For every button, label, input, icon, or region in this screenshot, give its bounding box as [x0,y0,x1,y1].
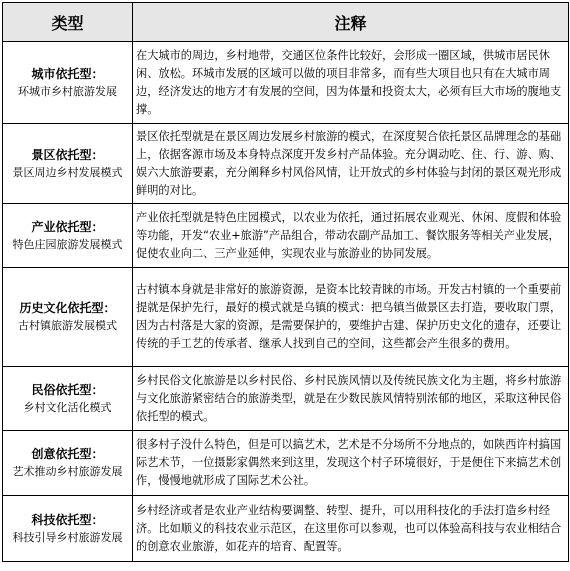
type-subtitle: 景区周边乡村发展模式 [12,165,123,179]
type-cell [3,367,133,431]
table-row [3,496,569,562]
header-type: 类型 [3,3,133,42]
type-title: 城市依托型： [31,66,104,81]
note-cell: 乡村经济或者是农业产业结构要调整、转型、提升，可以用科技化的手法打造乡村经济。比如顺义的科技农业示范区，在这里你可以参观，也可以体验高科技与农业相结合的创意农业旅游，如花卉的培育、配置等。 [133,496,569,562]
type-title: 民俗依托型： [31,382,104,397]
table-row [3,124,569,204]
note-cell: 很多村子没什么特色，但是可以搞艺术，艺术是不分场所不分地点的，如陕西许村搞国际艺术节，一位摄影家偶然来到这里，发现这个村子环境很好，于是便住下来搞艺术创作，慢慢地就形成了国际艺术公社。 [133,431,569,496]
note-cell: 乡村民俗文化旅游是以乡村民俗、乡村民族风情以及传统民族文化为主题，将乡村旅游与文化旅游紧密结合的旅游类型，就是在少数民族风情特别浓郁的地区，采取这种民俗依托型的模式。 [133,367,569,431]
type-cell [3,42,133,124]
type-cell [3,204,133,268]
type-title: 科技依托型： [31,512,104,527]
type-cell [3,124,133,204]
table-row [3,431,569,496]
type-cell [3,496,133,562]
note-cell: 产业依托型就是特色庄园模式，以农业为依托，通过拓展农业观光、休闲、度假和体验等功能，开发“农业+旅游”产品组合，带动农副产品加工、餐饮服务等相关产业发展，促使农业向二、三产业延伸，实现农业与旅游业的协同发展。 [133,204,569,268]
table-row [3,204,569,268]
type-title: 产业依托型： [31,219,104,234]
type-title: 景区依托型： [31,147,104,162]
type-subtitle: 科技引导乡村旅游发展 [12,530,123,544]
note-cell: 在大城市的周边，乡村地带，交通区位条件比较好，会形成一圈区域，供城市居民休闲、放松。环城市发展的区域可以做的项目非常多，而有些大项目也只有在大城市周边，经济发达的地方才有发展的空间，因为体量和投资太大，必须有巨大市场的腹地支撑。 [133,42,569,124]
type-title: 创意依托型： [31,447,104,461]
header-note: 注释 [133,3,569,42]
type-title: 历史文化依托型： [19,301,116,315]
table-row [3,367,569,431]
type-cell [3,431,133,496]
table-row [3,42,569,124]
note-cell: 景区依托型就是在景区周边发展乡村旅游的模式，在深度契合依托景区品牌理念的基础上，依据客源市场及本身特点深度开发乡村产品体验。充分调动吃、住、行、游、购、娱六大旅游要素，充分阐释乡村风俗风情，让开放式的乡村体验与封闭的景区观光形成鲜明的对比。 [133,124,569,204]
tourism-types-table [2,2,569,562]
type-cell [3,268,133,367]
type-subtitle: 特色庄园旅游发展模式 [12,237,123,251]
type-subtitle: 艺术推动乡村旅游发展 [12,465,123,478]
type-subtitle: 古村镇旅游发展模式 [18,319,117,332]
type-subtitle: 环城市乡村旅游发展 [18,84,117,98]
type-subtitle: 乡村文化活化模式 [23,400,112,414]
table-header-row [3,3,569,42]
table-row [3,268,569,367]
note-cell: 古村镇本身就是非常好的旅游资源，是资本比较青睐的市场。开发古村镇的一个重要前提就是保护先行，最好的模式就是乌镇的模式：把乌镇当做景区去打造，要收取门票，因为古村落是大家的资源，是需要保护的，要维护古建、保护历史文化的遗存，还要让传统的手工艺的传承者、继承人找到自己的空间，这些都会产生很多的费用。 [133,268,569,367]
